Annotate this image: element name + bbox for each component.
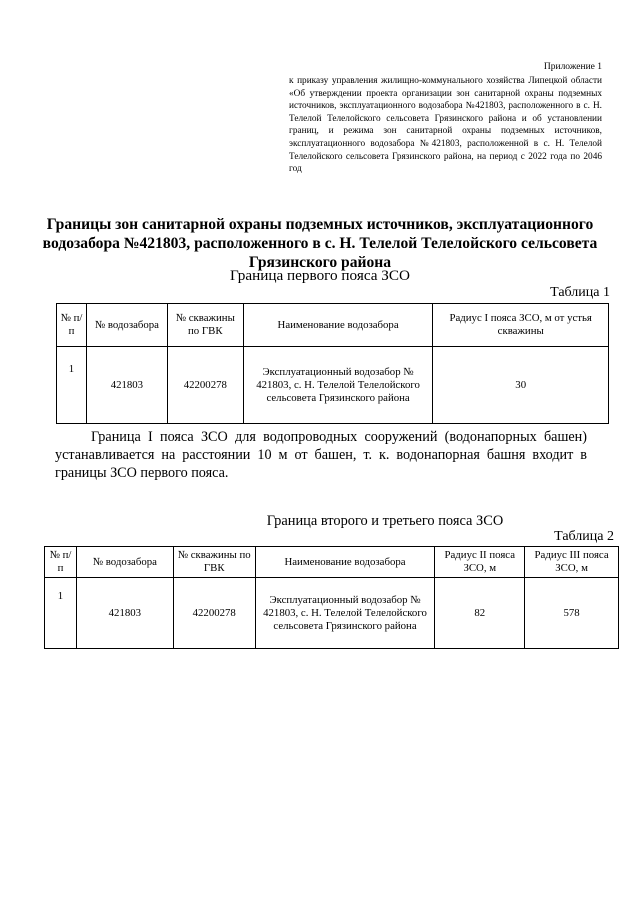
- appendix-text: к приказу управления жилищно-коммунального хозяйства Липецкой области «Об утверждении проекта организации зон санитарной охраны подземных источников, эксплуатационного водозабора №421803, расположенного в с. Н. Телелой Телелойского сельсовета Грязинского района и об установлении границ, и режима зон санитарной охраны подземных источников, эксплуатационного водозабора №421803, расположенной в с. Н. Телелой Телелойского сельсовета Грязинского района, на период с 2022 года по 2046 год: [289, 76, 602, 175]
- header-cell-num: № п/п: [57, 304, 87, 347]
- section2-subtitle: Граница второго и третьего пояса ЗСО: [266, 513, 504, 529]
- zone2-3-table: [44, 546, 619, 649]
- header-cell-intake: № водозабора: [86, 304, 167, 347]
- body-paragraph: Граница I пояса ЗСО для водопроводных сооружений (водонапорных башен) устанавливается на расстоянии 10 м от башен, т. к. водонапорная башня входит в границы ЗСО первого пояса.: [55, 429, 587, 481]
- table-row: [45, 578, 619, 649]
- cell-radius3: 578: [525, 578, 619, 649]
- header-cell-radius3: Радиус III пояса ЗСО, м: [525, 547, 619, 578]
- table1-label: Таблица 1: [550, 285, 610, 300]
- cell-intake: 421803: [86, 347, 167, 424]
- header-cell-name: Наименование водозабора: [255, 547, 435, 578]
- table2-label: Таблица 2: [554, 529, 614, 544]
- cell-intake: 421803: [76, 578, 173, 649]
- header-cell-num: № п/п: [45, 547, 77, 578]
- cell-name: Эксплуатационный водозабор № 421803, с. Н. Телелой Телелойского сельсовета Грязинского района: [255, 578, 435, 649]
- cell-well: 42200278: [167, 347, 243, 424]
- cell-num: 1: [45, 578, 77, 649]
- header-cell-radius2: Радиус II пояса ЗСО, м: [435, 547, 525, 578]
- table-header-row: [57, 304, 609, 347]
- header-cell-well: № скважины по ГВК: [167, 304, 243, 347]
- cell-radius2: 82: [435, 578, 525, 649]
- table-row: [57, 347, 609, 424]
- header-cell-radius1: Радиус I пояса ЗСО, м от устья скважины: [433, 304, 609, 347]
- header-cell-name: Наименование водозабора: [243, 304, 433, 347]
- cell-well: 42200278: [173, 578, 255, 649]
- cell-num: 1: [57, 347, 87, 424]
- section1-subtitle: Граница первого пояса ЗСО: [229, 267, 411, 284]
- appendix-label: Приложение 1: [543, 62, 602, 72]
- cell-radius1: 30: [433, 347, 609, 424]
- table-header-row: [45, 547, 619, 578]
- header-cell-well: № скважины по ГВК: [173, 547, 255, 578]
- zone1-table: [56, 303, 609, 424]
- cell-name: Эксплуатационный водозабор № 421803, с. Н. Телелой Телелойского сельсовета Грязинского района: [243, 347, 433, 424]
- document-title: Границы зон санитарной охраны подземных источников, эксплуатационного водозабора №421803, расположенного в с. Н. Телелой Телелойского сельсовета Грязинского района: [42, 216, 598, 271]
- header-cell-intake: № водозабора: [76, 547, 173, 578]
